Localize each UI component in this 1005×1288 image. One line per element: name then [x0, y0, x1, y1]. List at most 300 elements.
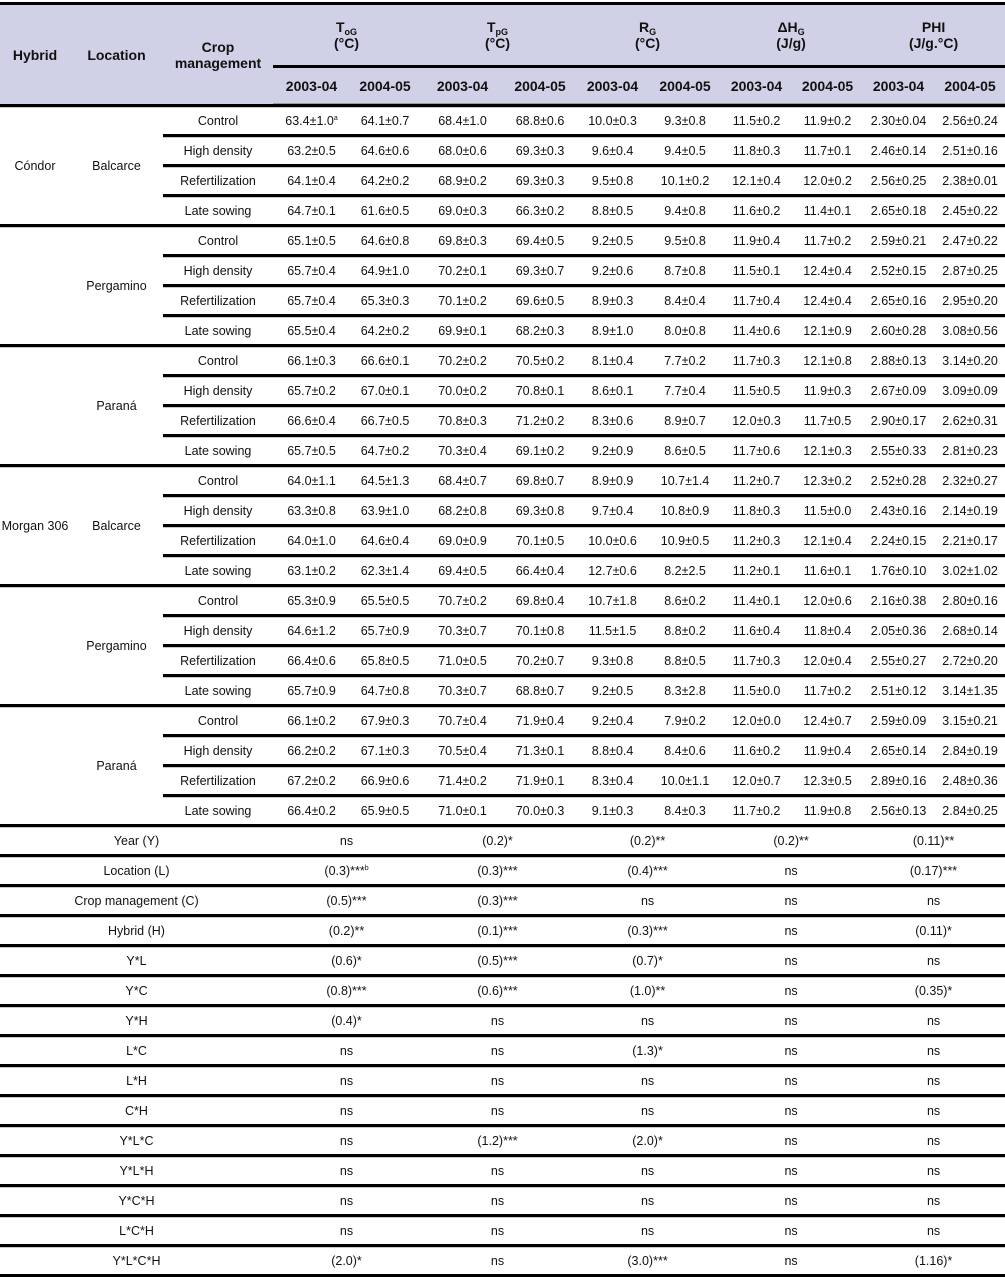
cell-significance: ns: [862, 886, 1005, 916]
cell-value: 66.9±0.6: [350, 766, 420, 796]
cell-significance: ns: [273, 826, 420, 856]
cell-value: 2.52±0.28: [862, 466, 935, 496]
cell-significance: ns: [575, 886, 720, 916]
cell-value: 2.47±0.22: [935, 226, 1005, 256]
header-group-tpg: $T_{pG}$ (°C): [420, 4, 575, 67]
cell-value: 8.6±0.2: [650, 586, 720, 616]
table-row: [0, 466, 1005, 496]
cell-crop-management: Control: [163, 466, 273, 496]
cell-value: 9.2±0.4: [575, 706, 650, 736]
header-hybrid: Hybrid: [0, 4, 70, 106]
cell-location: Pergamino: [70, 226, 163, 346]
cell-value: 2.24±0.15: [862, 526, 935, 556]
cell-significance: (0.7)*: [575, 946, 720, 976]
cell-significance: ns: [720, 1006, 862, 1036]
footnote-marker: a: [333, 114, 338, 122]
cell-value: 11.7±0.4: [720, 286, 793, 316]
cell-significance: (0.2)**: [720, 826, 862, 856]
cell-value: 11.6±0.2: [720, 736, 793, 766]
cell-value: 64.7±0.8: [350, 676, 420, 706]
footnote-marker: b: [364, 864, 369, 872]
cell-value: 2.16±0.38: [862, 586, 935, 616]
cell-value: 3.09±0.09: [935, 376, 1005, 406]
cell-significance: ns: [575, 1156, 720, 1186]
cell-significance: ns: [575, 1006, 720, 1036]
cell-value: 11.4±0.1: [720, 586, 793, 616]
cell-significance: ns: [720, 1246, 862, 1276]
header-group-phi: PHI (J/g.°C): [862, 4, 1005, 67]
cell-value: 11.5±0.2: [720, 106, 793, 136]
table-row: [0, 706, 1005, 736]
cell-value: 65.7±0.9: [273, 676, 350, 706]
cell-value: 12.1±0.3: [793, 436, 862, 466]
cell-value: 12.4±0.4: [793, 286, 862, 316]
cell-value: 9.3±0.8: [575, 646, 650, 676]
cell-significance: ns: [862, 1186, 1005, 1216]
cell-significance: ns: [862, 1006, 1005, 1036]
cell-value: 2.51±0.16: [935, 136, 1005, 166]
header-year: 2003-04: [720, 67, 793, 106]
cell-value: 11.7±0.2: [793, 226, 862, 256]
cell-value: 12.4±0.7: [793, 706, 862, 736]
cell-value: 11.2±0.7: [720, 466, 793, 496]
cell-value: 71.3±0.1: [505, 736, 575, 766]
cell-value: 65.3±0.9: [273, 586, 350, 616]
cell-value: 70.3±0.7: [420, 676, 505, 706]
cell-value: 8.4±0.3: [650, 796, 720, 826]
cell-value: 70.3±0.7: [420, 616, 505, 646]
cell-value: 2.21±0.17: [935, 526, 1005, 556]
cell-value: 9.3±0.8: [650, 106, 720, 136]
cell-significance: ns: [420, 1216, 575, 1246]
table-row: [0, 586, 1005, 616]
stats-row: [0, 1186, 1005, 1216]
cell-value: 11.7±0.6: [720, 436, 793, 466]
cell-value: 64.2±0.2: [350, 316, 420, 346]
cell-value: 69.4±0.5: [505, 226, 575, 256]
cell-value: 70.1±0.5: [505, 526, 575, 556]
cell-crop-management: Refertilization: [163, 406, 273, 436]
cell-value: 65.5±0.4: [273, 316, 350, 346]
cell-crop-management: Refertilization: [163, 286, 273, 316]
cell-value: 69.0±0.9: [420, 526, 505, 556]
cell-value: 10.0±0.3: [575, 106, 650, 136]
cell-value: 2.48±0.36: [935, 766, 1005, 796]
cell-value: 11.5±0.5: [720, 376, 793, 406]
cell-value: 8.3±0.4: [575, 766, 650, 796]
cell-value: 64.0±1.1: [273, 466, 350, 496]
cell-value: 71.0±0.1: [420, 796, 505, 826]
cell-value: 70.5±0.2: [505, 346, 575, 376]
cell-significance: ns: [720, 916, 862, 946]
cell-value: 70.0±0.2: [420, 376, 505, 406]
cell-value: 3.14±0.20: [935, 346, 1005, 376]
cell-value: 8.8±0.5: [650, 646, 720, 676]
stats-row: [0, 1006, 1005, 1036]
cell-value: 2.38±0.01: [935, 166, 1005, 196]
cell-value: 12.3±0.5: [793, 766, 862, 796]
cell-value: 65.7±0.9: [350, 616, 420, 646]
cell-value: 10.1±0.2: [650, 166, 720, 196]
results-table: [0, 2, 1005, 1277]
header-year: 2003-04: [575, 67, 650, 106]
cell-value: 8.2±2.5: [650, 556, 720, 586]
cell-value: 69.4±0.5: [420, 556, 505, 586]
cell-hybrid: [0, 586, 70, 706]
cell-crop-management: Refertilization: [163, 166, 273, 196]
cell-value: 68.4±1.0: [420, 106, 505, 136]
cell-value: 2.32±0.27: [935, 466, 1005, 496]
cell-value: 7.7±0.4: [650, 376, 720, 406]
cell-value: 64.6±0.8: [350, 226, 420, 256]
header-year: 2004-05: [505, 67, 575, 106]
cell-crop-management: Refertilization: [163, 646, 273, 676]
cell-crop-management: High density: [163, 256, 273, 286]
cell-significance: ns: [273, 1036, 420, 1066]
cell-value: 10.0±1.1: [650, 766, 720, 796]
cell-value: 2.46±0.14: [862, 136, 935, 166]
cell-value: 12.0±0.6: [793, 586, 862, 616]
cell-value: 2.65±0.14: [862, 736, 935, 766]
cell-value: 3.08±0.56: [935, 316, 1005, 346]
cell-value: 65.8±0.5: [350, 646, 420, 676]
cell-value: 70.2±0.1: [420, 256, 505, 286]
cell-value: 69.3±0.7: [505, 256, 575, 286]
cell-value: 3.15±0.21: [935, 706, 1005, 736]
cell-crop-management: High density: [163, 496, 273, 526]
cell-value: 8.4±0.4: [650, 286, 720, 316]
cell-effect: Hybrid (H): [0, 916, 273, 946]
cell-value: 8.9±0.7: [650, 406, 720, 436]
cell-location: Balcarce: [70, 466, 163, 586]
cell-significance: ns: [273, 1186, 420, 1216]
cell-value: 66.7±0.5: [350, 406, 420, 436]
cell-value: 2.43±0.16: [862, 496, 935, 526]
cell-value: 8.3±0.6: [575, 406, 650, 436]
cell-crop-management: Late sowing: [163, 676, 273, 706]
cell-value: 2.52±0.15: [862, 256, 935, 286]
cell-crop-management: Late sowing: [163, 436, 273, 466]
cell-value: 70.2±0.2: [420, 346, 505, 376]
cell-effect: Y*L*C*H: [0, 1246, 273, 1276]
cell-value: 64.9±1.0: [350, 256, 420, 286]
cell-value: 11.7±0.1: [793, 136, 862, 166]
cell-value: 8.6±0.1: [575, 376, 650, 406]
cell-value: 9.2±0.5: [575, 676, 650, 706]
cell-value: 64.7±0.2: [350, 436, 420, 466]
cell-effect: Y*C: [0, 976, 273, 1006]
header-year: 2004-05: [935, 67, 1005, 106]
cell-value: 3.02±1.02: [935, 556, 1005, 586]
cell-significance: ns: [720, 1216, 862, 1246]
cell-value: 12.1±0.9: [793, 316, 862, 346]
cell-value: 11.2±0.1: [720, 556, 793, 586]
cell-significance: ns: [720, 1156, 862, 1186]
cell-value: 7.9±0.2: [650, 706, 720, 736]
cell-value: 11.8±0.3: [720, 136, 793, 166]
cell-value: 10.7±1.8: [575, 586, 650, 616]
cell-value: 12.7±0.6: [575, 556, 650, 586]
cell-value: 61.6±0.5: [350, 196, 420, 226]
cell-value: 12.4±0.4: [793, 256, 862, 286]
cell-crop-management: Late sowing: [163, 196, 273, 226]
cell-value: 12.0±0.4: [793, 646, 862, 676]
cell-value: 66.4±0.6: [273, 646, 350, 676]
cell-effect: Y*L*H: [0, 1156, 273, 1186]
cell-value: 9.4±0.5: [650, 136, 720, 166]
cell-significance: ns: [720, 886, 862, 916]
cell-value: 2.84±0.25: [935, 796, 1005, 826]
cell-value: 70.3±0.4: [420, 436, 505, 466]
cell-value: 70.1±0.8: [505, 616, 575, 646]
cell-value: 70.8±0.3: [420, 406, 505, 436]
cell-significance: (0.4)*: [273, 1006, 420, 1036]
header-year: 2004-05: [650, 67, 720, 106]
cell-significance: ns: [420, 1096, 575, 1126]
cell-crop-management: Control: [163, 706, 273, 736]
cell-significance: (0.4)***: [575, 856, 720, 886]
cell-value: 68.4±0.7: [420, 466, 505, 496]
cell-value: 2.56±0.25: [862, 166, 935, 196]
cell-value: 2.95±0.20: [935, 286, 1005, 316]
cell-value: 8.7±0.8: [650, 256, 720, 286]
cell-effect: C*H: [0, 1096, 273, 1126]
cell-hybrid: Cóndor: [0, 106, 70, 226]
cell-crop-management: Control: [163, 346, 273, 376]
cell-value: 11.7±0.3: [720, 646, 793, 676]
table-header: [0, 4, 1005, 106]
cell-location: Paraná: [70, 706, 163, 826]
stats-row: [0, 1246, 1005, 1276]
cell-significance: (0.11)**: [862, 826, 1005, 856]
cell-value: 12.1±0.4: [793, 526, 862, 556]
cell-value: 12.0±0.0: [720, 706, 793, 736]
cell-value: 70.0±0.3: [505, 796, 575, 826]
cell-location: Paraná: [70, 346, 163, 466]
cell-effect: Y*L*C: [0, 1126, 273, 1156]
cell-effect: Y*H: [0, 1006, 273, 1036]
cell-significance: ns: [862, 1066, 1005, 1096]
cell-value: 64.6±0.4: [350, 526, 420, 556]
header-year: 2003-04: [862, 67, 935, 106]
cell-value: 7.7±0.2: [650, 346, 720, 376]
header-year: 2003-04: [273, 67, 350, 106]
cell-value: 2.60±0.28: [862, 316, 935, 346]
cell-value: 68.2±0.3: [505, 316, 575, 346]
cell-value: 66.1±0.2: [273, 706, 350, 736]
cell-significance: (0.6)***: [420, 976, 575, 1006]
cell-value: 63.3±0.8: [273, 496, 350, 526]
stats-row: [0, 1096, 1005, 1126]
cell-significance: (0.3)***: [420, 886, 575, 916]
cell-value: 8.8±0.4: [575, 736, 650, 766]
cell-value: 2.88±0.13: [862, 346, 935, 376]
cell-value: 3.14±1.35: [935, 676, 1005, 706]
cell-value: 11.9±0.3: [793, 376, 862, 406]
cell-value: 11.7±0.5: [793, 406, 862, 436]
cell-value: 2.05±0.36: [862, 616, 935, 646]
table-row: [0, 346, 1005, 376]
cell-value: 2.65±0.18: [862, 196, 935, 226]
cell-value: 71.4±0.2: [420, 766, 505, 796]
cell-value: 69.3±0.3: [505, 136, 575, 166]
cell-value: 62.3±1.4: [350, 556, 420, 586]
cell-value: 64.5±1.3: [350, 466, 420, 496]
cell-value: 12.1±0.4: [720, 166, 793, 196]
cell-significance: (1.0)**: [575, 976, 720, 1006]
cell-hybrid: [0, 706, 70, 826]
cell-significance: ns: [862, 1126, 1005, 1156]
cell-value: 69.8±0.4: [505, 586, 575, 616]
value-text: (0.3)***: [324, 863, 365, 878]
cell-value: 69.8±0.3: [420, 226, 505, 256]
cell-value: 71.9±0.1: [505, 766, 575, 796]
cell-value: 9.5±0.8: [650, 226, 720, 256]
cell-value: 9.1±0.3: [575, 796, 650, 826]
cell-value: 11.7±0.2: [793, 676, 862, 706]
cell-value: 65.7±0.2: [273, 376, 350, 406]
cell-value: 8.4±0.6: [650, 736, 720, 766]
cell-value: 68.0±0.6: [420, 136, 505, 166]
cell-value: 66.3±0.2: [505, 196, 575, 226]
cell-significance: ns: [862, 1036, 1005, 1066]
stats-row: [0, 1156, 1005, 1186]
cell-significance: ns: [575, 1216, 720, 1246]
cell-hybrid: [0, 226, 70, 346]
cell-value: 9.2±0.6: [575, 256, 650, 286]
cell-significance: ns: [720, 976, 862, 1006]
cell-significance: (0.1)***: [420, 916, 575, 946]
cell-significance: ns: [575, 1066, 720, 1096]
cell-value: 9.5±0.8: [575, 166, 650, 196]
cell-value: 2.45±0.22: [935, 196, 1005, 226]
cell-significance: (1.2)***: [420, 1126, 575, 1156]
cell-crop-management: Control: [163, 226, 273, 256]
cell-value: 64.6±1.2: [273, 616, 350, 646]
cell-significance: ns: [862, 1216, 1005, 1246]
cell-value: 11.9±0.8: [793, 796, 862, 826]
cell-significance: ns: [273, 1096, 420, 1126]
cell-value: 11.2±0.3: [720, 526, 793, 556]
cell-value: 71.9±0.4: [505, 706, 575, 736]
cell-value: 9.2±0.5: [575, 226, 650, 256]
cell-value: 9.4±0.8: [650, 196, 720, 226]
cell-value: 69.0±0.3: [420, 196, 505, 226]
cell-value: 2.67±0.09: [862, 376, 935, 406]
cell-significance: ns: [420, 1156, 575, 1186]
cell-significance: ns: [420, 1246, 575, 1276]
cell-value: 65.3±0.3: [350, 286, 420, 316]
cell-value: [273, 106, 350, 136]
value-text: 63.4±1.0: [285, 113, 334, 128]
cell-value: 64.7±0.1: [273, 196, 350, 226]
cell-significance: ns: [862, 1096, 1005, 1126]
cell-value: 10.8±0.9: [650, 496, 720, 526]
cell-significance: (2.0)*: [273, 1246, 420, 1276]
cell-crop-management: Control: [163, 586, 273, 616]
cell-value: 2.59±0.21: [862, 226, 935, 256]
cell-effect: Y*L: [0, 946, 273, 976]
cell-crop-management: Refertilization: [163, 766, 273, 796]
stats-row: [0, 1066, 1005, 1096]
cell-value: 70.5±0.4: [420, 736, 505, 766]
cell-value: 66.6±0.1: [350, 346, 420, 376]
cell-hybrid: Morgan 306: [0, 466, 70, 586]
cell-value: 65.1±0.5: [273, 226, 350, 256]
cell-crop-management: High density: [163, 376, 273, 406]
cell-value: 12.0±0.2: [793, 166, 862, 196]
cell-significance: (2.0)*: [575, 1126, 720, 1156]
cell-value: 68.8±0.6: [505, 106, 575, 136]
cell-significance: (0.5)***: [273, 886, 420, 916]
cell-significance: (3.0)***: [575, 1246, 720, 1276]
cell-value: 8.9±0.3: [575, 286, 650, 316]
cell-significance: ns: [575, 1186, 720, 1216]
cell-effect: Location (L): [0, 856, 273, 886]
cell-significance: (0.3)***: [420, 856, 575, 886]
table-row: [0, 106, 1005, 136]
cell-crop-management: Late sowing: [163, 796, 273, 826]
cell-value: 69.3±0.8: [505, 496, 575, 526]
cell-value: 67.1±0.3: [350, 736, 420, 766]
cell-value: 66.4±0.2: [273, 796, 350, 826]
cell-crop-management: High density: [163, 136, 273, 166]
cell-value: 11.9±0.4: [793, 736, 862, 766]
stats-row: [0, 1036, 1005, 1066]
cell-value: 65.5±0.5: [350, 586, 420, 616]
cell-value: 11.9±0.4: [720, 226, 793, 256]
cell-significance: (0.2)**: [273, 916, 420, 946]
cell-hybrid: [0, 346, 70, 466]
cell-value: 11.7±0.2: [720, 796, 793, 826]
cell-significance: ns: [720, 1096, 862, 1126]
cell-value: 2.56±0.24: [935, 106, 1005, 136]
cell-value: 63.9±1.0: [350, 496, 420, 526]
stats-row: [0, 856, 1005, 886]
cell-significance: ns: [575, 1096, 720, 1126]
cell-value: 70.1±0.2: [420, 286, 505, 316]
cell-significance: (1.3)*: [575, 1036, 720, 1066]
cell-value: 2.80±0.16: [935, 586, 1005, 616]
cell-value: 11.4±0.6: [720, 316, 793, 346]
header-year: 2004-05: [350, 67, 420, 106]
cell-value: 70.7±0.4: [420, 706, 505, 736]
header-group-dhg: $\Delta H_G$ (J/g): [720, 4, 862, 67]
cell-value: 64.0±1.0: [273, 526, 350, 556]
cell-value: 69.8±0.7: [505, 466, 575, 496]
cell-location: Balcarce: [70, 106, 163, 226]
header-crop-management: Crop management: [163, 4, 273, 106]
cell-value: 67.0±0.1: [350, 376, 420, 406]
cell-value: 11.6±0.4: [720, 616, 793, 646]
cell-value: 69.1±0.2: [505, 436, 575, 466]
cell-value: 11.5±1.5: [575, 616, 650, 646]
cell-value: 8.9±0.9: [575, 466, 650, 496]
cell-value: 66.4±0.4: [505, 556, 575, 586]
cell-value: 12.3±0.2: [793, 466, 862, 496]
cell-crop-management: Late sowing: [163, 556, 273, 586]
cell-significance: (0.11)*: [862, 916, 1005, 946]
cell-value: 12.1±0.8: [793, 346, 862, 376]
table-body: [0, 106, 1005, 1276]
cell-value: 8.3±2.8: [650, 676, 720, 706]
cell-value: 63.2±0.5: [273, 136, 350, 166]
stats-row: [0, 916, 1005, 946]
cell-value: 11.9±0.2: [793, 106, 862, 136]
cell-value: 11.5±0.0: [793, 496, 862, 526]
cell-significance: ns: [720, 1066, 862, 1096]
header-year: 2004-05: [793, 67, 862, 106]
